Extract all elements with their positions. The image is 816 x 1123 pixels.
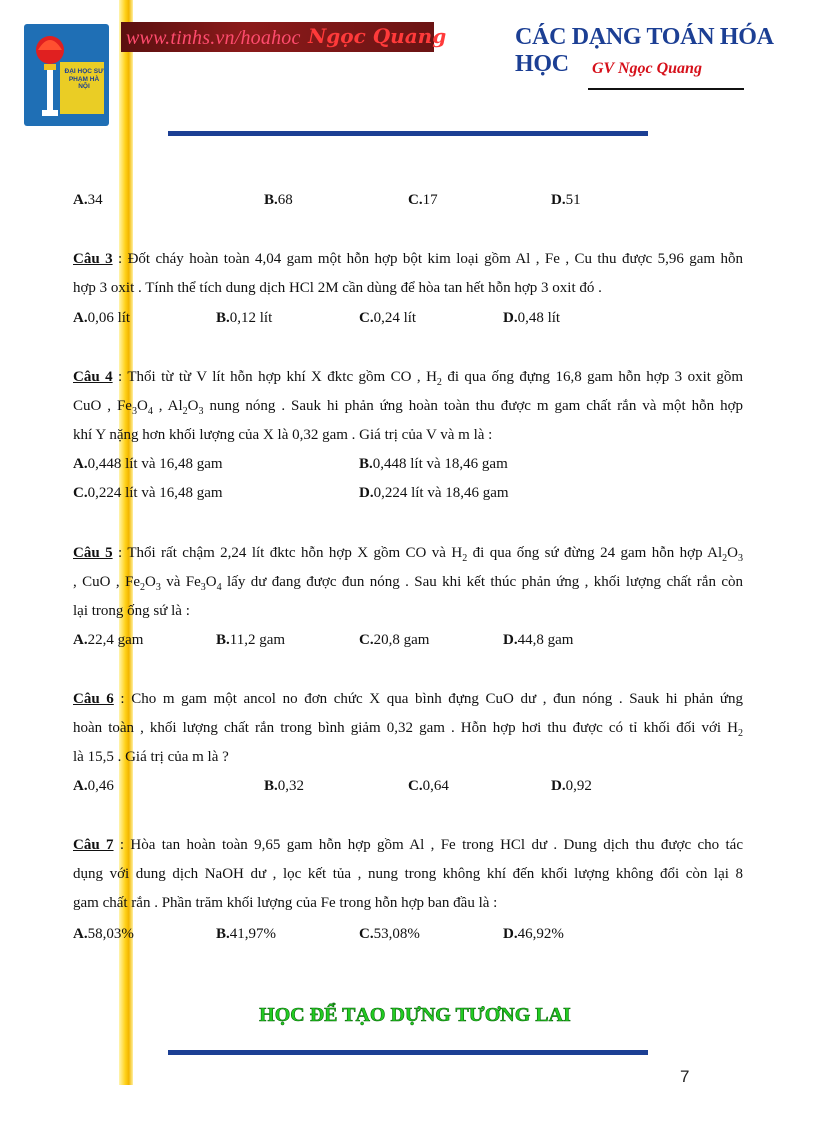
q7-option-c: C.53,08% [359,926,420,942]
footer-slogan: HỌC ĐỂ TẠO DỰNG TƯƠNG LAI [259,1004,571,1026]
q5-line-2: , CuO , $Fe_2O_3$ và $Fe_3O_4$ lấy dư đang được đun nóng . Sau khi kết thúc phản ứng , khối lượng chất rắn còn [73,574,743,593]
q6-line-3: là 15,5 . Giá trị của m là ? [73,749,229,765]
q6-option-c: C.0,64 [408,778,449,794]
q7-line-3: gam chất rắn . Phần trăm khối lượng của Fe trong hỗn hợp ban đầu là : [73,895,498,911]
q7-option-b: B.41,97% [216,926,277,942]
q4-line-1: Câu 4 : Thổi từ từ V lít hỗn hợp khí X đktc gồm CO , $H_2$ đi qua ống đựng 16,8 gam hỗn hợp 3 oxit gồm [73,369,744,388]
prev-option-a: A.34 [73,192,103,208]
q5-option-c: C.20,8 gam [359,632,430,648]
header-underline [588,88,744,90]
bottom-divider [168,1050,648,1055]
top-divider [168,131,648,136]
q6-option-b: B.0,32 [264,778,305,794]
site-url[interactable]: www.tinhs.vn/hoahoc [126,27,301,49]
logo-text: ĐẠI HỌC SƯ PHẠM HÀ NỘI [64,68,104,90]
q3-line-1: Câu 3 : Đốt cháy hoàn toàn 4,04 gam một hỗn hợp bột kim loại gồm Al , Fe , Cu thu được 5,96 gam hỗn [73,251,743,267]
q3-option-d: D.0,48 lít [503,310,561,326]
q3-label: Câu 3 [73,251,113,267]
q4-line-3: khí Y nặng hơn khối lượng của X là 0,32 gam . Giá trị của V và m là : [73,427,493,443]
q6-option-a: A.0,46 [73,778,114,794]
q7-line-2: dụng với dung dịch NaOH dư , lọc kết tủa , nung trong không khí đến khối lượng không đổi còn lại 8 [73,866,743,882]
q7-line-1: Câu 7 : Hòa tan hoàn toàn 9,65 gam hỗn hợp gồm Al , Fe trong HCl dư . Dung dịch thu được cho tác [73,837,743,853]
q3-option-b: B.0,12 lít [216,310,273,326]
q5-option-d: D.44,8 gam [503,632,574,648]
q6-line-1: Câu 6 : Cho m gam một ancol no đơn chức X qua bình đựng CuO dư , đun nóng . Sauk hi phản ứng [73,691,743,707]
prev-option-d: D.51 [551,192,581,208]
q4-line-2: CuO , $Fe_3O_4$ , $Al_2O_3$ nung nóng . Sauk hi phản ứng hoàn toàn thu được m gam chất rắn và một hỗn hợp [73,398,744,417]
q5-option-a: A.22,4 gam [73,632,144,648]
q7-label: Câu 7 [73,837,114,853]
prev-option-b: B.68 [264,192,293,208]
q5-line-3: lại trong ống sứ là : [73,603,190,619]
q4-option-d: D.0,224 lít và 18,46 gam [359,485,509,501]
q4-label: Câu 4 [73,369,113,385]
site-name: Ngọc Quang [308,24,447,48]
q7-option-a: A.58,03% [73,926,134,942]
author-name: GV Ngọc Quang [592,60,702,77]
q3-line-2: hợp 3 oxit . Tính thể tích dung dịch HCl 2M cần dùng để hòa tan hết hỗn hợp 3 oxit đó . [73,280,602,296]
q7-option-d: D.46,92% [503,926,564,942]
q5-line-1: Câu 5 : Thổi rất chậm 2,24 lít đktc hỗn hợp X gồm CO và $H_2$ đi qua ống sứ đừng 24 gam hỗn hợp $Al_2O_3$ [73,545,743,564]
yellow-margin-bar [119,0,133,1085]
q5-option-b: B.11,2 gam [216,632,286,648]
q6-label: Câu 6 [73,691,114,707]
prev-option-c: C.17 [408,192,438,208]
university-logo [24,24,109,126]
q4-option-a: A.0,448 lít và 16,48 gam [73,456,223,472]
q3-option-c: C.0,24 lít [359,310,417,326]
q6-line-2: hoàn toàn , khối lượng chất rắn trong bình giảm 0,32 gam . Hỗn hợp hơi thu được có tỉ khối đối với $H_2$ [73,720,743,739]
page-number: 7 [680,1067,690,1086]
page-title: CÁC DẠNG TOÁN HÓA HỌC [515,24,773,77]
q6-option-d: D.0,92 [551,778,592,794]
q3-option-a: A.0,06 lít [73,310,131,326]
q5-label: Câu 5 [73,545,113,561]
q4-option-b: B.0,448 lít và 18,46 gam [359,456,508,472]
q4-option-c: C.0,224 lít và 16,48 gam [73,485,223,501]
